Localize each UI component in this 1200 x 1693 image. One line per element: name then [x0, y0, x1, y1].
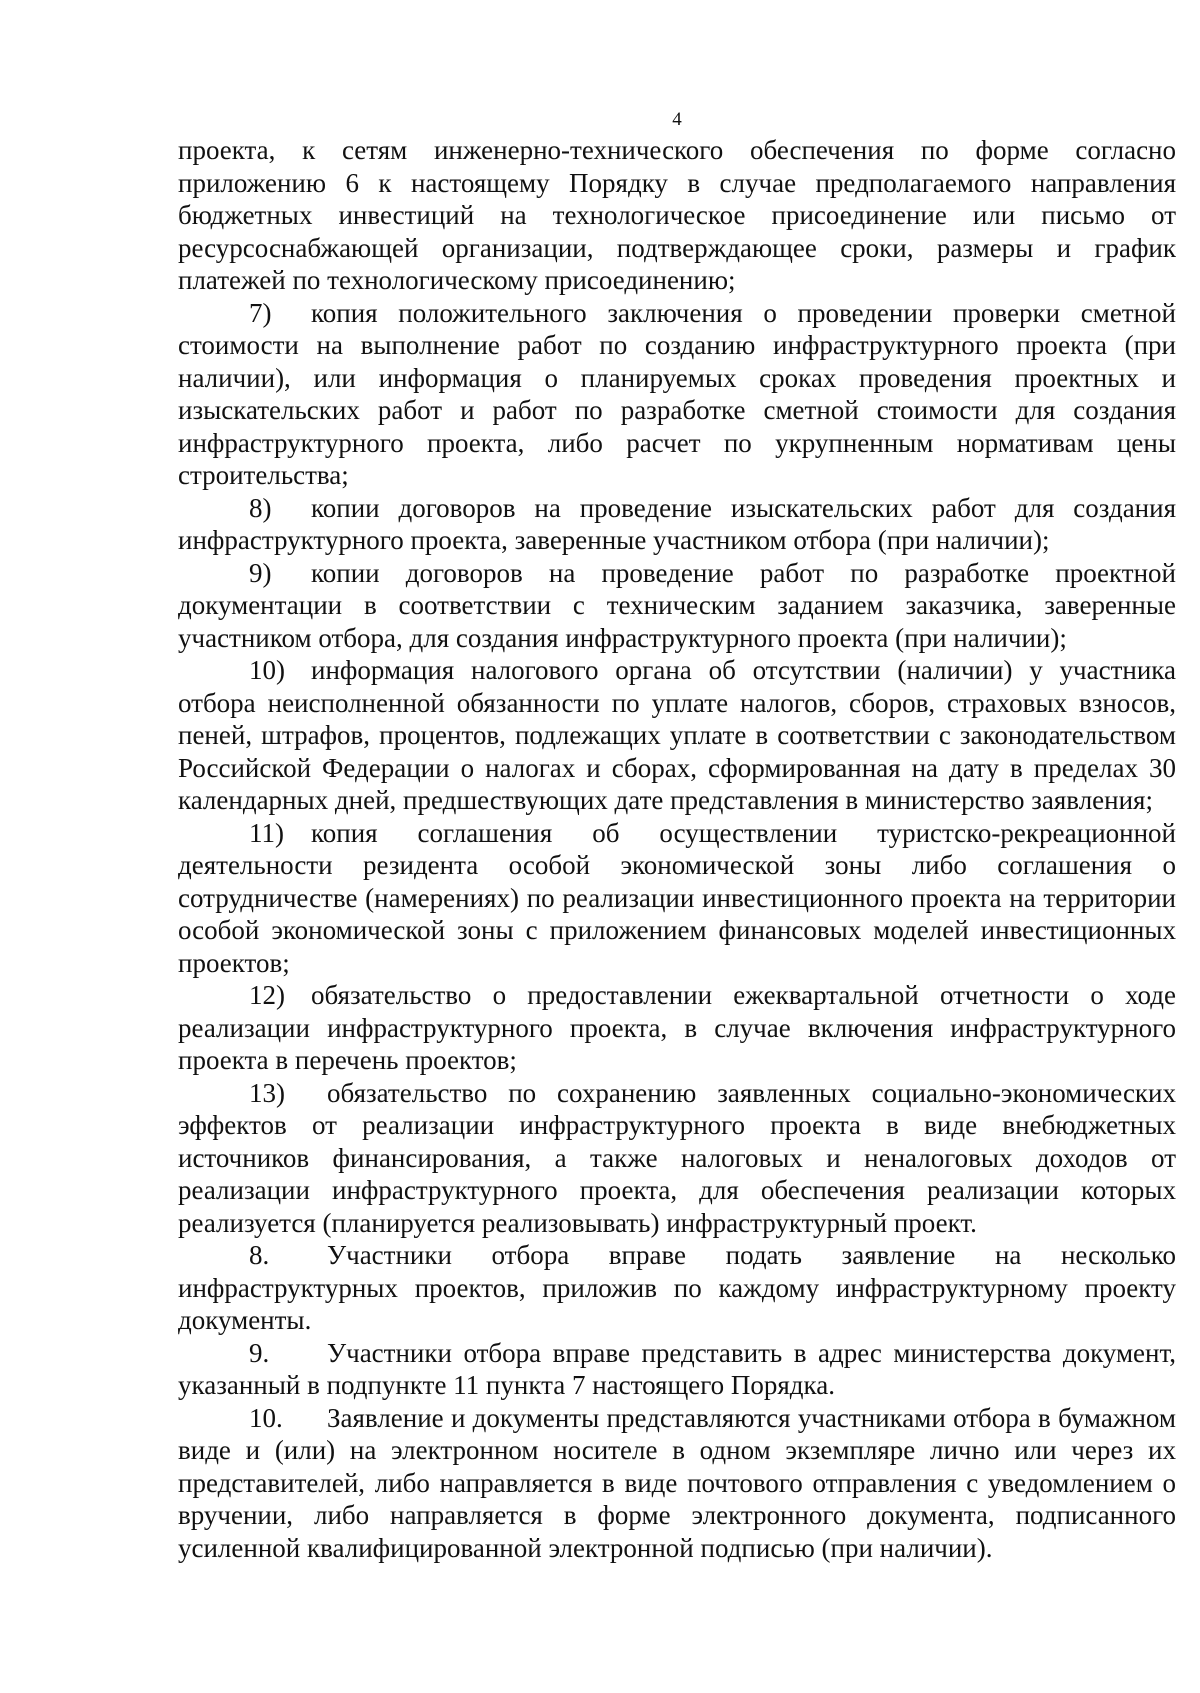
- paragraph-text: Заявление и документы представляются участниками отбора в бумажном виде и (или) на электронном носителе в одном экземпляре лично или через их представителей, либо направляется в виде почтового отправления с уведомлением о вручении, либо направляется в форме электронного документа, подписанного усиленной квалифицированной электронной подписью (при наличии).: [178, 1402, 1176, 1563]
- document-page: [178, 108, 1176, 1564]
- paragraph-continuation: [178, 134, 1176, 297]
- clause-marker: 10.: [249, 1402, 283, 1433]
- item-marker: 9): [249, 557, 272, 588]
- item-marker: 8): [249, 492, 272, 523]
- paragraph-text: копии договоров на проведение изыскательских работ для создания инфраструктурного проекта, заверенные участником отбора (при наличии);: [178, 492, 1176, 555]
- list-item-7: [178, 297, 1176, 492]
- item-marker: 7): [249, 297, 272, 328]
- list-item-9: [178, 557, 1176, 655]
- list-item-11: [178, 817, 1176, 980]
- clause-marker: 9.: [249, 1337, 270, 1368]
- list-item-8: [178, 492, 1176, 557]
- list-item-13: [178, 1077, 1176, 1240]
- paragraph-text: обязательство по сохранению заявленных социально-экономических эффектов от реализации инфраструктурного проекта в виде внебюджетных источников финансирования, а также налоговых и неналоговых доходов от реализации инфраструктурного проекта, для обеспечения реализации которых реализуется (планируется реализовывать) инфраструктурный проект.: [178, 1077, 1176, 1238]
- paragraph-text: копия соглашения об осуществлении туристско-рекреационной деятельности резидента особой экономической зоны либо соглашения о сотрудничестве (намерениях) по реализации инвестиционного проекта на территории особой экономической зоны с приложением финансовых моделей инвестиционных проектов;: [178, 817, 1176, 978]
- item-marker: 11): [249, 817, 284, 848]
- clause-9: [178, 1337, 1176, 1402]
- paragraph-text: информация налогового органа об отсутствии (наличии) у участника отбора неисполненной обязанности по уплате налогов, сборов, страховых взносов, пеней, штрафов, процентов, подлежащих уплате в соответствии с законодательством Российской Федерации о налогах и сборах, сформированная на дату в пределах 30 календарных дней, предшествующих дате представления в министерство заявления;: [178, 655, 1176, 815]
- clause-marker: 8.: [249, 1240, 270, 1270]
- item-marker: 10): [249, 655, 285, 685]
- paragraph-text: Участники отбора вправе подать заявление на несколько инфраструктурных проектов, приложив по каждому инфраструктурному проекту документы.: [178, 1240, 1176, 1335]
- paragraph-text: Участники отбора вправе представить в адрес министерства документ, указанный в подпункте 11 пункта 7 настоящего Порядка.: [178, 1337, 1176, 1400]
- paragraph-text: копии договоров на проведение работ по разработке проектной документации в соответствии с техническим заданием заказчика, заверенные участником отбора, для создания инфраструктурного проекта (при наличии);: [178, 557, 1176, 653]
- clause-8: [178, 1239, 1176, 1337]
- paragraph-text: копия положительного заключения о проведении проверки сметной стоимости на выполнение работ по созданию инфраструктурного проекта (при наличии), или информация о планируемых сроках проведения проектных и изыскательских работ и работ по разработке сметной стоимости для создания инфраструктурного проекта, либо расчет по укрупненным нормативам цены строительства;: [178, 297, 1176, 490]
- list-item-12: [178, 979, 1176, 1077]
- item-marker: 13): [249, 1077, 285, 1108]
- list-item-10: [178, 654, 1176, 817]
- item-marker: 12): [249, 980, 285, 1010]
- page-number: 4: [672, 109, 682, 130]
- paragraph-text: проекта, к сетям инженерно-технического обеспечения по форме согласно приложению 6 к настоящему Порядку в случае предполагаемого направления бюджетных инвестиций на технологическое присоединение или письмо от ресурсоснабжающей организации, подтверждающее сроки, размеры и график платежей по технологическому присоединению;: [178, 135, 1176, 295]
- clause-10: [178, 1402, 1176, 1565]
- paragraph-text: обязательство о предоставлении ежеквартальной отчетности о ходе реализации инфраструктурного проекта, в случае включения инфраструктурного проекта в перечень проектов;: [178, 980, 1176, 1075]
